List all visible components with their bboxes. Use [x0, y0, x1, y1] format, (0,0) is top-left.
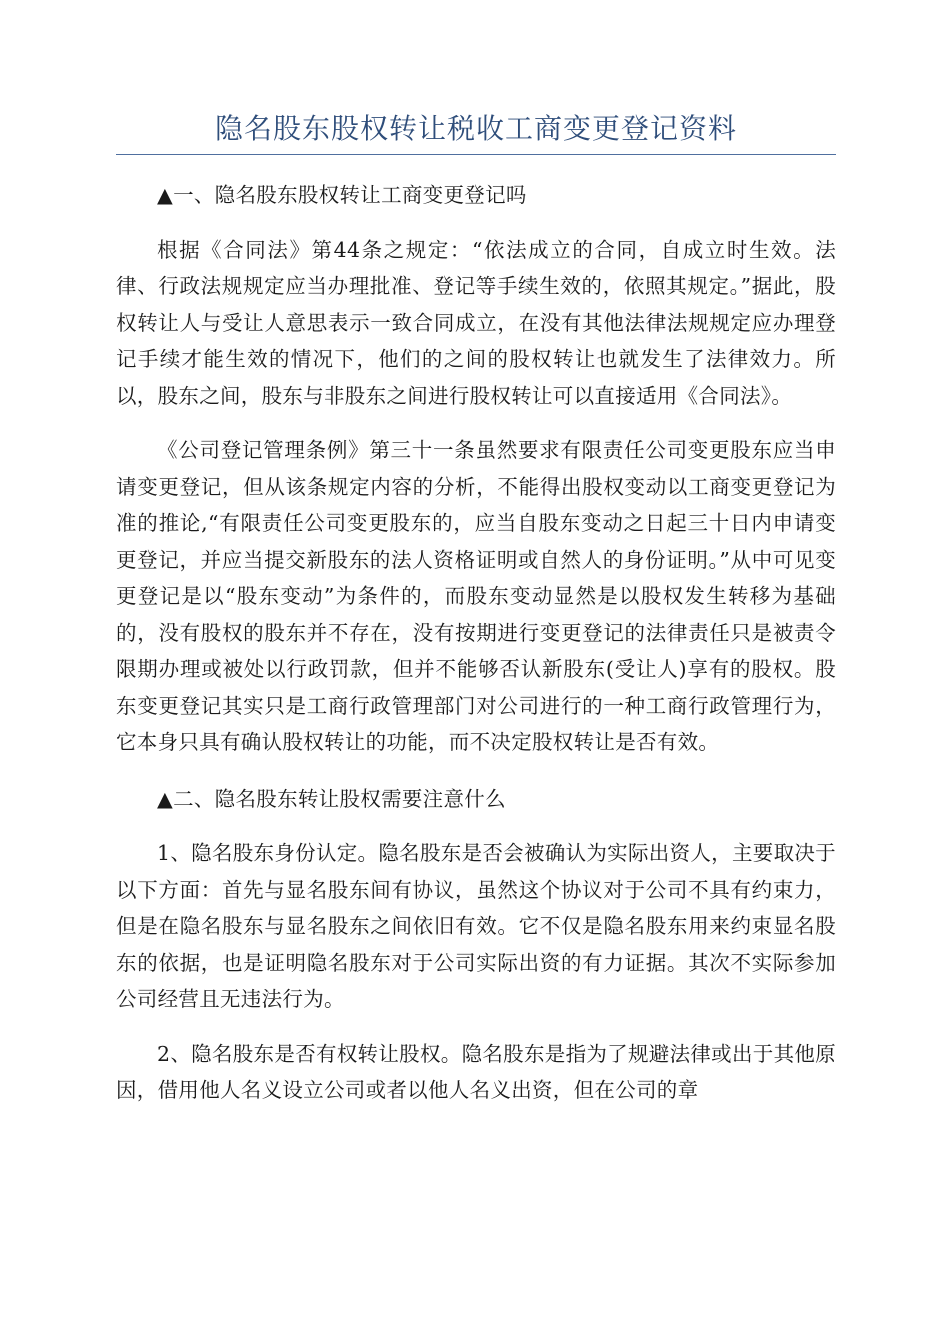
document-title: 隐名股东股权转让税收工商变更登记资料: [116, 110, 836, 155]
section-heading-2: ▲二、隐名股东转让股权需要注意什么: [157, 786, 506, 811]
paragraph-identity-confirmation: 1、隐名股东身份认定。隐名股东是否会被确认为实际出资人，主要取决于以下方面：首先与显名股东间有协议，虽然这个协议对于公司不具有约束力，但是在隐名股东与显名股东之间依旧有效。它不仅是隐名股东用来约束显名股东的依据，也是证明隐名股东对于公司实际出资的有力证据。其次不实际参加公司经营且无违法行为。: [116, 841, 836, 1011]
paragraph-transfer-right: 2、隐名股东是否有权转让股权。隐名股东是指为了规避法律或出于其他原因，借用他人名义设立公司或者以他人名义出资，但在公司的章: [116, 1041, 836, 1102]
paragraph-registration-regulation: 《公司登记管理条例》第三十一条虽然要求有限责任公司变更股东应当申请变更登记，但从该条规定内容的分析，不能得出股权变动以工商变更登记为准的推论,“有限责任公司变更股东的，应当自股东变动之日起三十日内申请变更登记，并应当提交新股东的法人资格证明或自然人的身份证明。”从中可见变更登记是以“股东变动”为条件的，而股东变动显然是以股权发生转移为基础的，没有股权的股东并不存在，没有按期进行变更登记的法律责任只是被责令限期办理或被处以行政罚款，但并不能够否认新股东(受让人)享有的股权。股东变更登记其实只是工商行政管理部门对公司进行的一种工商行政管理行为，它本身只具有确认股权转让的功能，而不决定股权转让是否有效。: [116, 438, 836, 754]
paragraph-contract-law: 根据《合同法》第44条之规定：“依法成立的合同，自成立时生效。法律、行政法规规定应当办理批准、登记等手续生效的，依照其规定。”据此，股权转让人与受让人意思表示一致合同成立，在没有其他法律法规规定应办理登记手续才能生效的情况下，他们的之间的股权转让也就发生了法律效力。所以，股东之间，股东与非股东之间进行股权转让可以直接适用《合同法》。: [116, 237, 836, 408]
document-page: [116, 110, 836, 1109]
section-heading-1: ▲一、隐名股东股权转让工商变更登记吗: [157, 183, 527, 207]
